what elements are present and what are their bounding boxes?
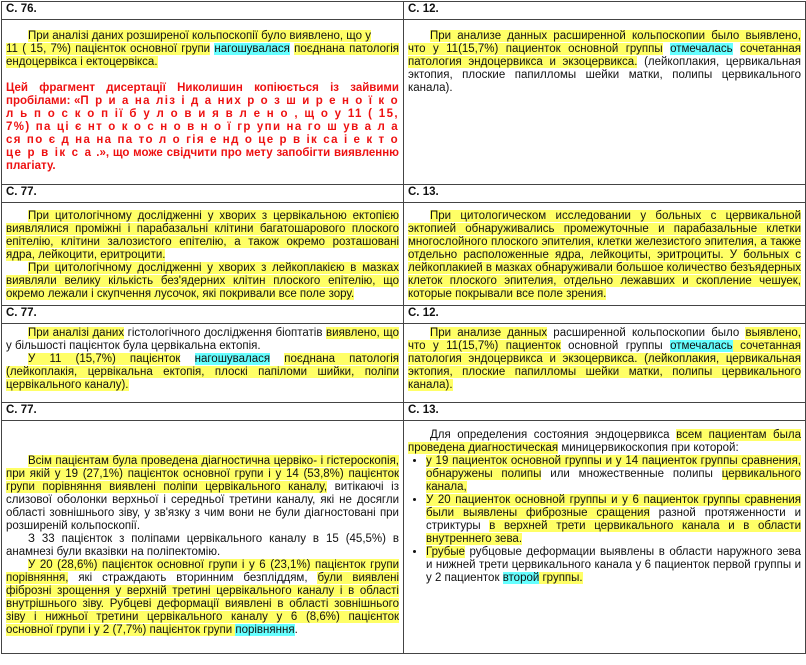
- paragraph: У 20 (28,6%) пацієнток основної групи і у 6 (23,1%) пацієнток групи порівняння, які страждають вторинним безпліддям, були виявлені фіброзні зрощення у верхній третині цервікального каналу і в області внутрішнього зіву. Рубцеві деформації виявлені в області зовнішнього зіву і нижньої третини цервікального каналу у 6 (8,6%) пацієнток основної групи і у 2 (7,7%) пацієнток групи порівняння.: [6, 559, 400, 636]
- page-ref-right: С. 12.: [404, 306, 806, 324]
- page-ref-left: С. 77.: [2, 306, 404, 324]
- plagiarism-note: Цей фрагмент дисертації Николишин копіюється із зайвими пробілами: «П р и а на ліз і д а них р о з ш и р е н о ї к о л ь п о с к о п ії б у л о в и я в л е н о , щ о у 11 ( 15, 7%) па ці є нт о к о с н о в н о ї гр упи на го ш ув а л а ся по є д на на па то л о гія е нд о це р в ік са і е к т о це р в ік с а .», що може свідчити про мету запобігти виявленню плагіату.: [6, 82, 399, 172]
- list-item: • У 20 пациенток основной группы и у 6 пациенток группы сравнения были выявлены фиброзные сращения разной протяженности и стриктуры в верхней трети цервикального канала и в области внутреннего зева.: [426, 494, 801, 546]
- table-row: [2, 2, 806, 20]
- paragraph: У 11 (15,7%) пацієнток нагошувалася поєднана патологія (лейкоплакія, цервікальна ектопія, плоскі папіломи шийки, поліпи цервікального каналу).: [6, 353, 399, 391]
- paragraph: При анализе данных расширенной кольпоскопии было выявлено, что у 11(15,7%) пациенток основной группы отмечалась сочетанная патология эндоцервикса и экзоцервикса. (лейкоплакия, цервикальная эктопия, плоские папилломы шейки матки, полипы цервикального канала).: [408, 30, 801, 94]
- table-row: [2, 185, 806, 203]
- table-row: [2, 421, 806, 654]
- paragraph: При аналізі даних гістологічного дослідження біоптатів виявлено, що у більшості пацієнток була цервікальна ектопія.: [6, 327, 399, 352]
- page-ref-left: С. 76.: [2, 2, 404, 20]
- page-ref-left: С. 77.: [2, 403, 404, 421]
- table-row: [2, 403, 806, 421]
- paragraph: При цитологическом исследовании у больных с цервикальной эктопией обнаруживались промежуточные и парабазальные клетки многослойного плоского эпителия, клетки железистого эпителия, а также отдельно расположенные ядра, лейкоциты, эритроциты. У больных с лейкоплакией в мазках обнаруживали большое количество безъядерных клеток плоского эпителия, отдельно лежавших и скопление чешуек, которые покрывали все поле зрения.: [408, 210, 801, 300]
- paragraph: Для определения состояния эндоцервикса всем пациентам была проведена диагностическая миницервикоскопия при которой:: [408, 429, 802, 454]
- table-row: [2, 203, 806, 306]
- target-cell: [404, 203, 806, 306]
- table-row: [2, 324, 806, 403]
- target-cell: [404, 421, 806, 654]
- source-cell: [2, 421, 404, 654]
- page-ref-left: С. 77.: [2, 185, 404, 203]
- paragraph: При аналізі даних розширеної кольпоскопії було виявлено, що у 11 ( 15, 7%) пацієнток основної групи нагошувалася поєднана патологія ендоцервікса і ектоцервікса.: [6, 30, 399, 68]
- paragraph: При анализе данных расширенной кольпоскопии было выявлено, что у 11(15,7%) пациенток основной группы отмечалась сочетанная патология эндоцервикса и экзоцервикса. (лейкоплакия, цервикальная эктопия, плоские папилломы шейки матки, полипы цервикального канала).: [408, 327, 801, 391]
- paragraph: При цитологічному дослідженні у хворих з цервікальною ектопією виявлялися проміжні і парабазальні клітини багатошарового плоского епітелію, клітини залозистого епітелію, а також окремо розташовані ядра, лейкоцити, еритроцити.: [6, 210, 399, 261]
- page-ref-right: С. 13.: [404, 403, 806, 421]
- source-cell: [2, 20, 404, 185]
- paragraph: Всім пацієнтам була проведена діагностична цервіко- і гістероскопія, при якій у 19 (27,1%) пацієнток основної групи і у 14 (53,8%) пацієнток групи порівняння виявлені поліпи цервікального каналу, витікаючі із слизової оболонки верхньої і середньої третини каналу, які не досягли області зовнішнього зіву, у зв'язку з чим вони не були діагностовані при розширеній кольпоскопії.: [6, 455, 400, 532]
- table-row: [2, 20, 806, 185]
- source-cell: [2, 324, 404, 403]
- list-item: • у 19 пациенток основной группы и у 14 пациенток группы сравнения, обнаружены полипы или множественные полипы цервикального канала,: [426, 455, 801, 494]
- bullet-list: [408, 455, 801, 585]
- target-cell: [404, 20, 806, 185]
- paragraph: При цитологічному дослідженні у хворих з лейкоплакією в мазках виявляли велику кількість без'ядерних клітин плоского епітелію, що окремо лежали і скупчення лусочок, які покривали все поле зору.: [6, 262, 399, 300]
- list-item: • Грубые рубцовые деформации выявлены в области наружного зева и нижней трети цервикального канала у 6 пациенток первой группы и у 2 пациенток второй группы.: [426, 546, 801, 585]
- page-ref-right: С. 12.: [404, 2, 806, 20]
- paragraph: З 33 пацієнток з поліпами цервікального каналу в 15 (45,5%) в анамнезі були вказівки на поліпектомію.: [6, 533, 399, 558]
- target-cell: [404, 324, 806, 403]
- page-ref-right: С. 13.: [404, 185, 806, 203]
- comparison-table: [1, 1, 806, 654]
- table-row: [2, 306, 806, 324]
- source-cell: [2, 203, 404, 306]
